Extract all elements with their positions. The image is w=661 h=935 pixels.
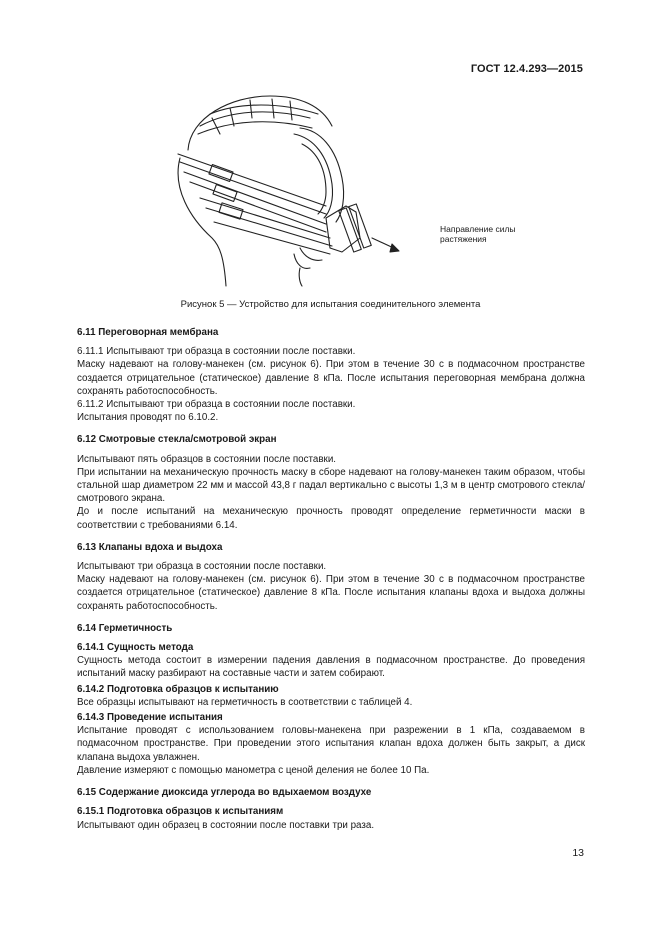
section-6-13-title: 6.13 Клапаны вдоха и выдоха [77, 541, 223, 553]
section-6-11-p3: 6.11.2 Испытывают три образца в состоянии после поставки. [77, 399, 356, 411]
section-6-11-p1: 6.11.1 Испытывают три образца в состоянии после поставки. [77, 346, 356, 358]
section-6-15-title: 6.15 Содержание диоксида углерода во вдыхаемом воздухе [77, 787, 372, 799]
section-6-11-p2: Маску надевают на голову-манекен (см. рисунок 6). При этом в течение 30 с в подмасочном пространстве создается отрицательное (статическое) давление 8 кПа. После испытания переговорная мембрана должна сохранять работоспособность. [77, 359, 585, 397]
section-6-11-title: 6.11 Переговорная мембрана [77, 327, 219, 338]
section-6-13-p1: Испытывают три образца в состоянии после поставки. [77, 561, 327, 573]
section-6-15-1-title: 6.15.1 Подготовка образцов к испытаниям [77, 806, 284, 818]
section-6-13-p2: Маску надевают на голову-манекен (см. рисунок 6). При этом в течение 30 с в подмасочном пространстве создается отрицательное (статическое) давление 8 кПа. После испытания клапаны вдоха и выдоха должны сохранять работоспособность. [77, 574, 585, 612]
section-6-14-2-title: 6.14.2 Подготовка образцов к испытанию [77, 683, 279, 695]
figure-caption: Рисунок 5 — Устройство для испытания соединительного элемента [180, 299, 481, 310]
section-6-14-p4: Давление измеряют с помощью манометра с ценой деления не более 10 Па. [77, 764, 430, 776]
section-6-15-p1: Испытывают один образец в состоянии после поставки три раза. [77, 819, 375, 831]
section-6-14-1-title: 6.14.1 Сущность метода [77, 642, 194, 654]
mask-drawing [150, 88, 490, 288]
section-6-14-title: 6.14 Герметичность [77, 622, 173, 634]
section-6-12-p1: Испытывают пять образцов в состоянии после поставки. [77, 453, 337, 465]
section-6-11-p4: Испытания проводят по 6.10.2. [77, 412, 219, 424]
section-6-12-p3: До и после испытаний на механическую прочность проводят определение герметичности маски в соответствии с требованиями 6.14. [77, 506, 585, 531]
section-6-14-p1: Сущность метода состоит в измерении падения давления в подмасочном пространстве. До проведения испытаний маску разбирают на составные части и затем собирают. [77, 655, 585, 680]
document-body [77, 326, 585, 832]
section-6-14-p2: Все образцы испытывают на герметичность в соответствии с таблицей 4. [77, 696, 413, 708]
figure-mask-test-device [150, 88, 490, 288]
section-6-12-p2: При испытании на механическую прочность маску в сборе надевают на голову-манекен таким образом, чтобы стальной шар диаметром 22 мм и массой 43,8 г падал вертикально с высоты 1,3 м в центр смотрового стекла/смотрового экрана. [77, 466, 585, 505]
section-6-12-title: 6.12 Смотровые стекла/смотровой экран [77, 434, 277, 446]
force-direction-label [440, 224, 516, 244]
section-6-14-p3: Испытание проводят с использованием головы-манекена при разрежении в 1 кПа, создаваемом в подмасочном пространстве. При проведении этого испытания клапан вдоха должен быть закрыт, а диск клапана выдоха увлажнен. [77, 725, 585, 763]
force-direction-label-line2: растяжения [440, 234, 487, 244]
force-direction-label-line1: Направление силы [440, 224, 516, 234]
page-number: 13 [572, 847, 584, 859]
section-6-14-3-title: 6.14.3 Проведение испытания [77, 712, 223, 724]
document-standard-header: ГОСТ 12.4.293—2015 [470, 63, 583, 75]
